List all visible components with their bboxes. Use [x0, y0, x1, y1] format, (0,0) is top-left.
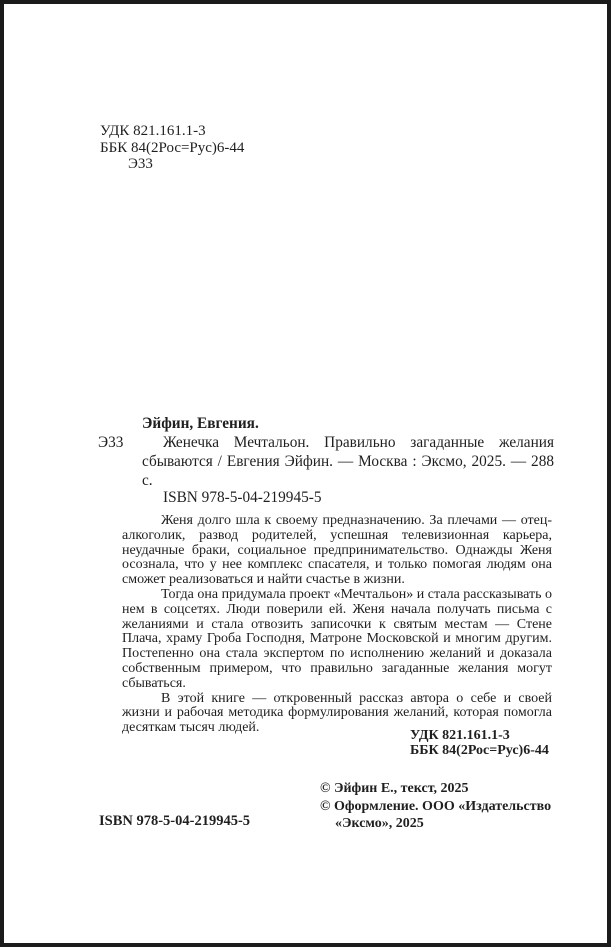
annotation-block: [122, 514, 552, 736]
bibliographic-description: Женечка Мечтальон. Правильно загаданные желания сбываются / Евгения Эйфин. — Москва : Эксмо, 2025. — 288 с.: [142, 434, 554, 489]
classification-top-block: [100, 123, 244, 173]
copyright-block: [320, 780, 560, 833]
bbk-code-top: ББК 84(2Рос=Рус)6-44: [100, 139, 245, 156]
annotation-paragraph-3: В этой книге — откровенный рассказ автора о себе и своей жизни и рабочая методика формулирования желаний, которая помогла десяткам тысяч людей.: [122, 690, 552, 736]
isbn-catalog: ISBN 978-5-04-219945-5: [163, 489, 322, 506]
copyright-design-entry: © Оформление. ООО «Издательство «Эксмо», 2025: [320, 798, 552, 831]
udk-code-top: УДК 821.161.1-3: [100, 123, 206, 139]
catalog-author-sign: Э33: [98, 434, 124, 451]
udk-code-bottom: УДК 821.161.1-3: [410, 728, 510, 743]
isbn-bottom: ISBN 978-5-04-219945-5: [99, 813, 251, 829]
catalog-entry: [142, 414, 554, 490]
annotation-paragraph-1: Женя долго шла к своему предназначению. За плечами — отец-алкоголик, развод родителей, успешная телевизионная карьера, неудачные браки, социальное предпринимательство. Однажды Женя осознала, что у нее комплекс спасателя, и только помогая людям она сможет реализоваться и найти счастье в жизни.: [122, 513, 552, 588]
author-heading: Эйфин, Евгения.: [142, 415, 259, 432]
bbk-code-bottom: ББК 84(2Рос=Рус)6-44: [410, 742, 549, 758]
copyright-text-entry: © Эйфин Е., текст, 2025: [320, 781, 469, 796]
annotation-paragraph-2: Тогда она придумала проект «Мечтальон» и стала рассказывать о нем в соцсетях. Люди поверили ей. Женя начала получать письма с желаниями и стала отвозить записочки к святым местам — Стене Плача, храму Гроба Господня, Матроне Московской и многим другим. Постепенно она стала экспертом по исполнению желаний и доказала собственным примером, что правильно загаданные желания могут сбываться.: [122, 586, 552, 691]
classification-bottom-block: [410, 729, 549, 758]
author-sign-top: Э33: [128, 156, 153, 172]
